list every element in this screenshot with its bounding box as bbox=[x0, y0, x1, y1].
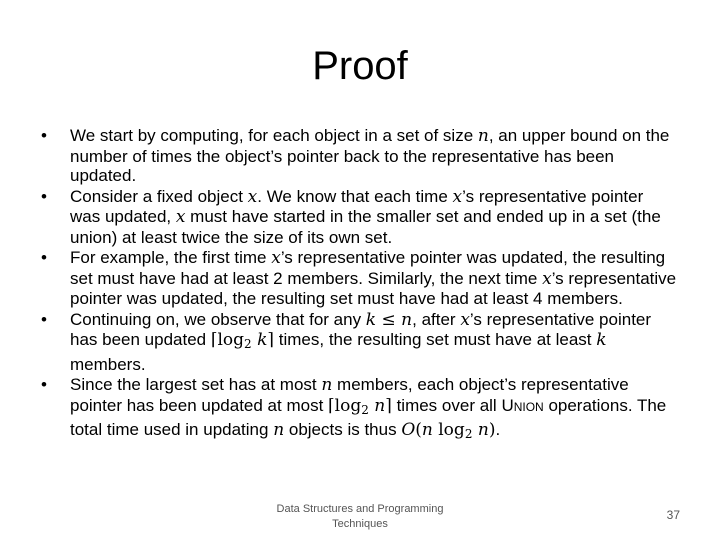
math-run: n bbox=[273, 420, 285, 440]
footer-course-line: Techniques bbox=[332, 518, 388, 530]
slide-title: Proof bbox=[312, 44, 408, 88]
bullet-list bbox=[38, 126, 678, 446]
text-run: objects is thus bbox=[284, 420, 402, 439]
math-run: n bbox=[321, 375, 333, 395]
math-run: Union bbox=[501, 395, 544, 415]
math-run: n bbox=[401, 309, 413, 330]
math-run: n bbox=[421, 420, 433, 440]
text-run: ’s representative pointer was updated, the resulting set must have had at least 4 members. bbox=[70, 268, 677, 308]
text-run: ’s representative pointer was updated, bbox=[70, 186, 644, 226]
text-run: must have started in the smaller set and ended up in a set (the union) at least twice the size of its own set. bbox=[70, 207, 661, 247]
math-run: 2 bbox=[361, 402, 369, 417]
math-run: log bbox=[432, 420, 465, 440]
math-run: n bbox=[477, 420, 489, 440]
text-run: times over all bbox=[391, 395, 502, 415]
bullet-item bbox=[38, 126, 678, 186]
text-run: , after bbox=[412, 309, 461, 329]
math-run: ⌉ bbox=[385, 395, 392, 416]
text-run: ’s representative pointer has been updated bbox=[70, 309, 652, 349]
text-run: ’s representative pointer was updated, the resulting set must have had at least 2 members. Similarly, the next time bbox=[70, 248, 666, 288]
bullet-item bbox=[38, 187, 678, 248]
bullet-dot: • bbox=[41, 186, 47, 206]
bullet-text bbox=[70, 187, 661, 247]
bullet-text bbox=[70, 126, 669, 185]
text-run: members. bbox=[70, 354, 146, 374]
math-run: ( bbox=[415, 420, 422, 440]
math-run: k bbox=[257, 330, 268, 350]
math-run: 2 bbox=[464, 427, 473, 441]
math-run: x bbox=[452, 186, 463, 207]
text-run: For example, the first time bbox=[70, 248, 272, 267]
text-run: We start by computing, for each object in a set of size bbox=[70, 126, 478, 145]
bullet-dot: • bbox=[41, 126, 47, 145]
bullet-dot: • bbox=[41, 248, 47, 267]
math-run: x bbox=[460, 309, 470, 330]
math-run: ⌈log bbox=[328, 395, 362, 416]
text-run: operations. The total time used in updating bbox=[70, 395, 667, 439]
bullet-dot: • bbox=[41, 309, 47, 329]
math-run: O bbox=[401, 420, 416, 440]
bullet-item bbox=[38, 375, 678, 445]
math-run: n bbox=[374, 395, 386, 416]
math-run: 2 bbox=[244, 337, 252, 351]
text-run: Continuing on, we observe that for any bbox=[70, 309, 366, 329]
math-run: n bbox=[477, 126, 489, 146]
text-run: Since the largest set has at most bbox=[70, 375, 322, 394]
math-run: ) bbox=[488, 420, 496, 440]
bullet-text bbox=[70, 310, 651, 374]
text-run: Consider a fixed object bbox=[70, 186, 248, 206]
footer-course-title bbox=[260, 502, 460, 532]
bullet-dot: • bbox=[41, 375, 47, 394]
bullet-text bbox=[70, 248, 676, 308]
math-run: k bbox=[596, 330, 607, 350]
math-run: x bbox=[247, 186, 258, 207]
page-number: 37 bbox=[666, 508, 680, 522]
text-run: . bbox=[495, 420, 501, 439]
math-run: ⌈log bbox=[210, 330, 245, 350]
bullet-item bbox=[38, 310, 678, 375]
math-run: x bbox=[175, 207, 186, 227]
text-run: . We know that each time bbox=[257, 186, 453, 206]
math-run: x bbox=[271, 248, 281, 268]
math-run: ⌉ bbox=[267, 330, 275, 350]
footer-course-line: Data Structures and Programming bbox=[276, 503, 444, 515]
text-run: , an upper bound on the number of times the object’s pointer back to the representative has been updated. bbox=[70, 126, 670, 185]
text-run: members, each object’s representative pointer has been updated at most bbox=[70, 375, 629, 415]
math-run: ≤ bbox=[376, 309, 402, 330]
math-run: k bbox=[365, 309, 377, 330]
math-run: x bbox=[542, 268, 552, 289]
text-run: times, the resulting set must have at least bbox=[274, 330, 597, 349]
bullet-item bbox=[38, 248, 678, 309]
bullet-text bbox=[70, 375, 666, 439]
